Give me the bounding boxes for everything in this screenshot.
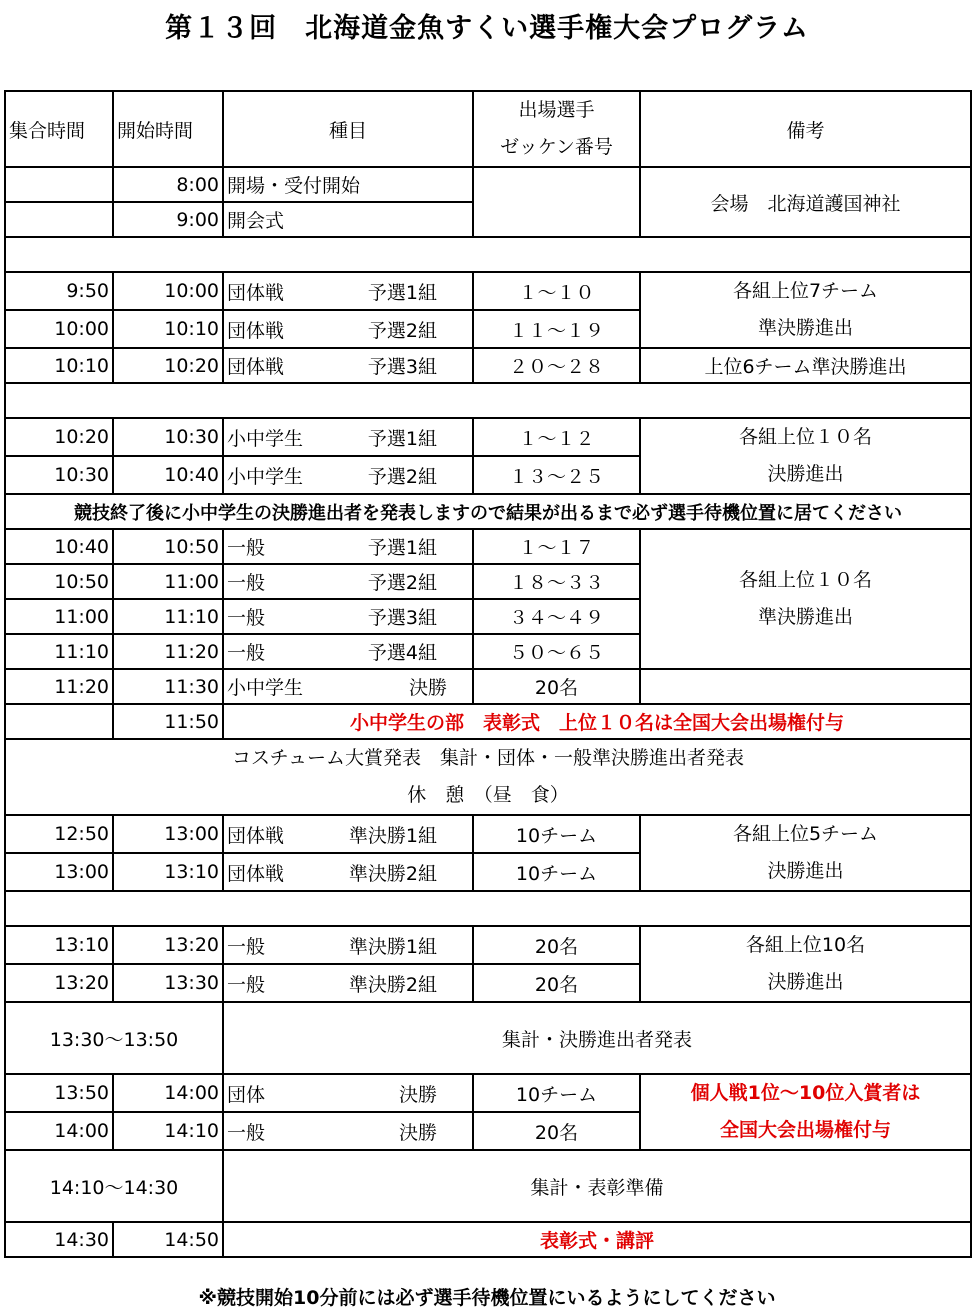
break-cell xyxy=(5,739,971,815)
gather-cell: 10:00 xyxy=(5,310,113,348)
event-name: 一般 xyxy=(227,607,266,629)
gather-cell: 13:10 xyxy=(5,926,113,964)
note-cell xyxy=(640,272,971,348)
bib-cell: 20名 xyxy=(473,926,640,964)
event-name: 一般 xyxy=(227,537,266,559)
event-cell xyxy=(223,1074,473,1112)
table-row xyxy=(5,418,971,456)
bib-cell: ３４～４９ xyxy=(473,599,640,634)
start-cell: 10:20 xyxy=(113,348,223,383)
gather-cell: 13:50 xyxy=(5,1074,113,1112)
event-cell xyxy=(223,815,473,853)
start-cell: 11:30 xyxy=(113,669,223,704)
header-gather: 集合時間 xyxy=(5,91,113,167)
gather-cell: 10:20 xyxy=(5,418,113,456)
note-line: 決勝進出 xyxy=(767,463,844,485)
note-line: 準決勝進出 xyxy=(757,317,853,339)
event-cell: 開場・受付開始 xyxy=(223,167,473,202)
note-line: 各組上位10名 xyxy=(745,934,866,956)
start-cell: 13:10 xyxy=(113,853,223,891)
table-row xyxy=(5,167,971,202)
event-cell xyxy=(223,964,473,1002)
tally-text: 集計・決勝進出者発表 xyxy=(223,1002,971,1074)
event-cell xyxy=(223,564,473,599)
start-cell: 11:20 xyxy=(113,634,223,669)
bib-cell: １１～１９ xyxy=(473,310,640,348)
event-name: 一般 xyxy=(227,1121,266,1144)
footer-note: ※競技開始10分前には必ず選手待機位置にいるようにしてください xyxy=(198,1287,776,1309)
header-bib xyxy=(473,91,640,167)
bib-cell: １～１２ xyxy=(473,418,640,456)
bib-cell xyxy=(473,167,640,237)
gather-cell: 13:20 xyxy=(5,964,113,1002)
table-row xyxy=(5,815,971,853)
note-line: 各組上位7チーム xyxy=(732,280,879,302)
gather-cell: 14:30 xyxy=(5,1222,113,1257)
start-cell: 14:10 xyxy=(113,1112,223,1150)
note-line: 決勝進出 xyxy=(767,971,844,993)
gather-cell xyxy=(5,202,113,237)
gather-cell xyxy=(5,167,113,202)
event-cell: 開会式 xyxy=(223,202,473,237)
lunch-line: 休 憩 （昼 食） xyxy=(407,784,569,806)
event-name: 一般 xyxy=(227,572,266,594)
note-line: 各組上位１０名 xyxy=(738,569,872,591)
event-round: 予選2組 xyxy=(367,465,437,488)
bib-cell: ２０～２８ xyxy=(473,348,640,383)
tally-time: 14:10～14:30 xyxy=(5,1150,223,1222)
event-cell xyxy=(223,418,473,456)
event-round: 予選4組 xyxy=(367,642,437,664)
start-cell: 11:00 xyxy=(113,564,223,599)
event-cell xyxy=(223,853,473,891)
bib-cell: 10チーム xyxy=(473,1074,640,1112)
venue-note: 会場 北海道護国神社 xyxy=(640,167,971,237)
separator-row xyxy=(5,237,971,272)
note-cell xyxy=(640,1074,971,1150)
event-round: 予選3組 xyxy=(367,607,437,629)
table-row xyxy=(5,1150,971,1222)
start-cell: 10:50 xyxy=(113,529,223,564)
event-round: 予選2組 xyxy=(367,319,437,342)
header-notes: 備考 xyxy=(640,91,971,167)
notice-row xyxy=(5,494,971,529)
start-cell: 14:50 xyxy=(113,1222,223,1257)
header-start: 開始時間 xyxy=(113,91,223,167)
event-name: 一般 xyxy=(227,642,266,664)
note-line: 各組上位5チーム xyxy=(732,823,879,845)
note-line: 準決勝進出 xyxy=(757,606,853,628)
event-round: 準決勝1組 xyxy=(348,824,437,847)
event-round: 決勝 xyxy=(408,677,447,699)
table-row xyxy=(5,926,971,964)
event-name: 団体戦 xyxy=(227,281,285,304)
start-cell: 9:00 xyxy=(113,202,223,237)
note-cell xyxy=(640,669,971,704)
bib-cell: １～１７ xyxy=(473,529,640,564)
header-row xyxy=(5,91,971,167)
event-cell xyxy=(223,272,473,310)
bib-cell: 20名 xyxy=(473,1112,640,1150)
event-round: 決勝 xyxy=(398,1121,437,1144)
gather-cell: 14:00 xyxy=(5,1112,113,1150)
bib-cell: ５０～６５ xyxy=(473,634,640,669)
event-round: 予選2組 xyxy=(367,572,437,594)
event-name: 小中学生 xyxy=(227,427,304,450)
bib-cell: １８～３３ xyxy=(473,564,640,599)
separator-row xyxy=(5,383,971,418)
header-event: 種目 xyxy=(223,91,473,167)
note-line: 各組上位１０名 xyxy=(738,426,872,448)
note-line: 決勝進出 xyxy=(767,860,844,882)
table-row xyxy=(5,1222,971,1257)
table-row xyxy=(5,348,971,383)
event-name: 団体戦 xyxy=(227,862,285,885)
closing-text: 表彰式・講評 xyxy=(223,1222,971,1257)
event-round: 決勝 xyxy=(398,1083,437,1106)
table-row xyxy=(5,272,971,310)
event-cell xyxy=(223,634,473,669)
event-cell xyxy=(223,456,473,494)
start-cell: 13:30 xyxy=(113,964,223,1002)
event-round: 予選3組 xyxy=(367,356,437,378)
event-round: 予選1組 xyxy=(367,427,437,450)
start-cell: 10:00 xyxy=(113,272,223,310)
start-cell: 8:00 xyxy=(113,167,223,202)
start-cell: 10:40 xyxy=(113,456,223,494)
event-name: 団体戦 xyxy=(227,319,285,342)
gather-cell: 12:50 xyxy=(5,815,113,853)
note-line: 全国大会出場権付与 xyxy=(719,1119,891,1141)
header-bib-line1: 出場選手 xyxy=(518,99,595,121)
table-row xyxy=(5,669,971,704)
event-round: 準決勝2組 xyxy=(348,973,437,996)
event-round: 予選1組 xyxy=(367,281,437,304)
event-name: 団体戦 xyxy=(227,824,285,847)
separator-row xyxy=(5,891,971,926)
header-bib-line2: ゼッケン番号 xyxy=(500,136,613,158)
note-cell xyxy=(640,815,971,891)
bib-cell: 20名 xyxy=(473,669,640,704)
event-round: 予選1組 xyxy=(367,537,437,559)
note-cell xyxy=(640,529,971,669)
tally-text: 集計・表彰準備 xyxy=(223,1150,971,1222)
bib-cell: 10チーム xyxy=(473,853,640,891)
start-cell: 10:10 xyxy=(113,310,223,348)
table-row xyxy=(5,1074,971,1112)
tally-time: 13:30～13:50 xyxy=(5,1002,223,1074)
event-name: 一般 xyxy=(227,935,266,958)
note-cell: 上位6チーム準決勝進出 xyxy=(640,348,971,383)
start-cell: 11:50 xyxy=(113,704,223,739)
event-round: 準決勝2組 xyxy=(348,862,437,885)
event-cell xyxy=(223,310,473,348)
start-cell: 11:10 xyxy=(113,599,223,634)
gather-cell: 11:10 xyxy=(5,634,113,669)
bib-cell: １～１０ xyxy=(473,272,640,310)
event-cell xyxy=(223,669,473,704)
bib-cell: 20名 xyxy=(473,964,640,1002)
table-row xyxy=(5,1002,971,1074)
event-name: 小中学生 xyxy=(227,465,304,488)
event-name: 小中学生 xyxy=(227,677,304,699)
gather-cell: 10:10 xyxy=(5,348,113,383)
gather-cell: 10:40 xyxy=(5,529,113,564)
start-cell: 13:00 xyxy=(113,815,223,853)
event-cell xyxy=(223,599,473,634)
event-cell xyxy=(223,926,473,964)
program-table xyxy=(4,90,972,1258)
gather-cell: 10:30 xyxy=(5,456,113,494)
break-row xyxy=(5,739,971,815)
note-cell xyxy=(640,926,971,1002)
event-name: 団体 xyxy=(227,1083,266,1106)
gather-cell: 11:20 xyxy=(5,669,113,704)
gather-cell xyxy=(5,704,113,739)
start-cell: 13:20 xyxy=(113,926,223,964)
start-cell: 10:30 xyxy=(113,418,223,456)
note-line: 個人戦1位～10位入賞者は xyxy=(690,1082,921,1104)
page-title: 第１３回 北海道金魚すくい選手権大会プログラム xyxy=(165,13,809,44)
event-cell xyxy=(223,529,473,564)
event-name: 一般 xyxy=(227,973,266,996)
note-cell xyxy=(640,418,971,494)
bib-cell: 10チーム xyxy=(473,815,640,853)
table-row xyxy=(5,704,971,739)
bib-cell: １３～２５ xyxy=(473,456,640,494)
junior-award-text: 小中学生の部 表彰式 上位１０名は全国大会出場権付与 xyxy=(223,704,971,739)
gather-cell: 10:50 xyxy=(5,564,113,599)
table-row xyxy=(5,529,971,564)
junior-notice: 競技終了後に小中学生の決勝進出者を発表しますので結果が出るまで必ず選手待機位置に居てください xyxy=(5,494,971,529)
costume-line: コスチューム大賞発表 集計・団体・一般準決勝進出者発表 xyxy=(231,747,745,769)
gather-cell: 13:00 xyxy=(5,853,113,891)
event-cell xyxy=(223,348,473,383)
start-cell: 14:00 xyxy=(113,1074,223,1112)
event-cell xyxy=(223,1112,473,1150)
gather-cell: 11:00 xyxy=(5,599,113,634)
gather-cell: 9:50 xyxy=(5,272,113,310)
event-name: 団体戦 xyxy=(227,356,285,378)
event-round: 準決勝1組 xyxy=(348,935,437,958)
